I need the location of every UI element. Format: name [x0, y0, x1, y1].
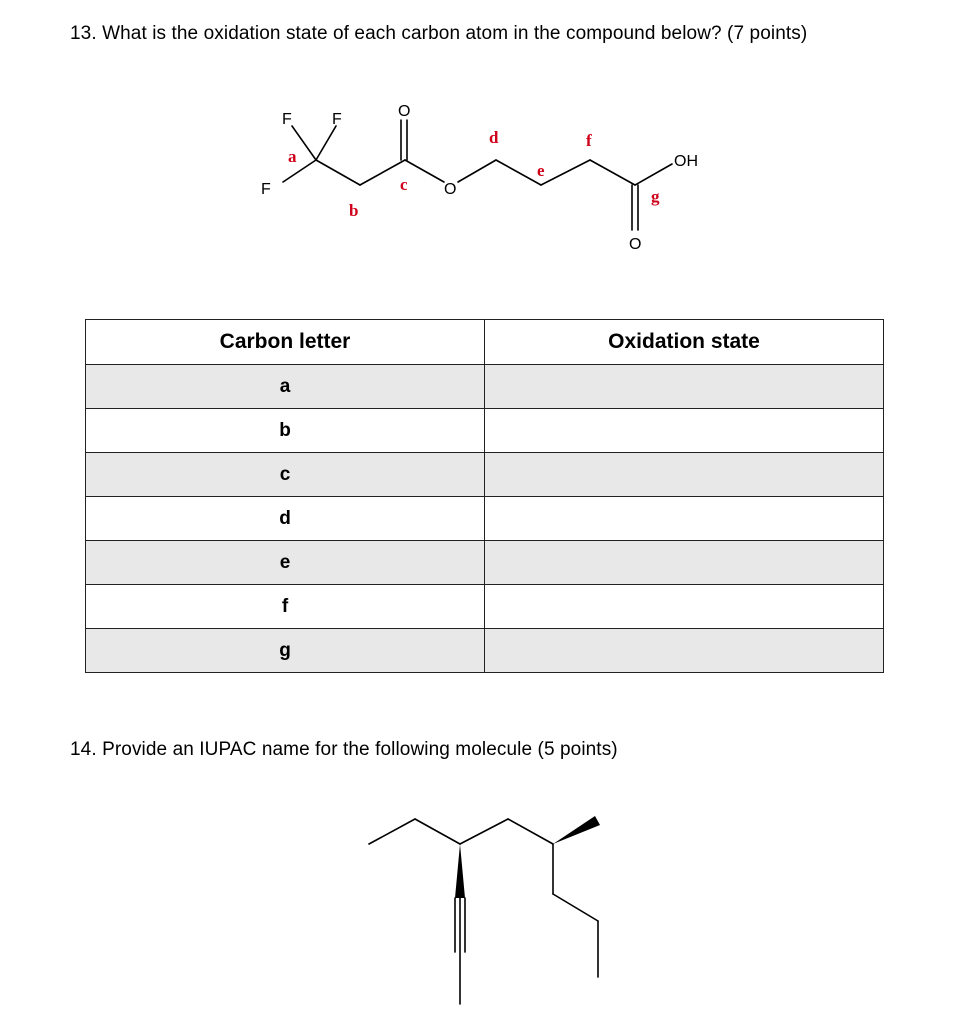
oxidation-state-cell[interactable] [485, 585, 884, 629]
carbon-letter-cell: b [86, 409, 485, 453]
carbon-label-e: e [537, 161, 545, 180]
atom-o-carbonyl-g: O [629, 236, 642, 253]
carbon-label-g: g [651, 187, 660, 206]
atom-f2: F [332, 111, 342, 128]
carbon-letter-cell: e [86, 541, 485, 585]
bond-chain-4 [508, 819, 553, 844]
bond-d-e [496, 160, 541, 185]
atom-o-carbonyl-c: O [398, 103, 411, 120]
bond-b-c [360, 160, 405, 185]
carbon-label-b: b [349, 201, 359, 220]
carbon-letter-cell: d [86, 497, 485, 541]
table-row [86, 365, 884, 409]
carbon-label-c: c [400, 175, 408, 194]
carbon-letter-cell: a [86, 365, 485, 409]
table-row [86, 409, 884, 453]
wedge-bond-methyl [553, 816, 600, 844]
bond-chain-2 [415, 819, 460, 844]
oxidation-state-cell[interactable] [485, 365, 884, 409]
table-row [86, 629, 884, 673]
bond-e-f [541, 160, 590, 185]
question-14-text: 14. Provide an IUPAC name for the following molecule (5 points) [70, 739, 618, 760]
table-row [86, 497, 884, 541]
atom-f1: F [282, 111, 292, 128]
table-row [86, 541, 884, 585]
carbon-letter-cell: g [86, 629, 485, 673]
oxidation-state-cell[interactable] [485, 541, 884, 585]
carbon-label-a: a [288, 147, 297, 166]
bond-g-oh [635, 164, 672, 185]
atom-oh: OH [674, 153, 698, 170]
molecule-2-structure [0, 790, 972, 1024]
atom-f3: F [261, 181, 271, 198]
carbon-label-f: f [586, 131, 592, 150]
bond-oester-d [458, 160, 496, 182]
atom-o-ester: O [444, 181, 457, 198]
table-row [86, 585, 884, 629]
oxidation-state-table [85, 319, 884, 673]
header-oxidation-state: Oxidation state [485, 320, 884, 365]
oxidation-state-cell[interactable] [485, 497, 884, 541]
carbon-letter-cell: c [86, 453, 485, 497]
bond-branch-2 [553, 894, 598, 921]
oxidation-state-cell[interactable] [485, 453, 884, 497]
question-13-text: 13. What is the oxidation state of each carbon atom in the compound below? (7 points) [70, 23, 808, 44]
bond-c-oester [405, 160, 444, 182]
wedge-bond-down [455, 844, 465, 898]
oxidation-state-cell[interactable] [485, 409, 884, 453]
bond-chain-3 [460, 819, 508, 844]
oxidation-state-cell[interactable] [485, 629, 884, 673]
molecule-1-structure [0, 0, 972, 300]
bond-f-g [590, 160, 635, 185]
bond-a-b [316, 160, 360, 185]
carbon-label-d: d [489, 128, 499, 147]
header-carbon-letter: Carbon letter [86, 320, 485, 365]
carbon-letter-cell: f [86, 585, 485, 629]
bond-chain-1 [369, 819, 415, 844]
bond-a-f2 [316, 126, 336, 160]
table-row [86, 453, 884, 497]
